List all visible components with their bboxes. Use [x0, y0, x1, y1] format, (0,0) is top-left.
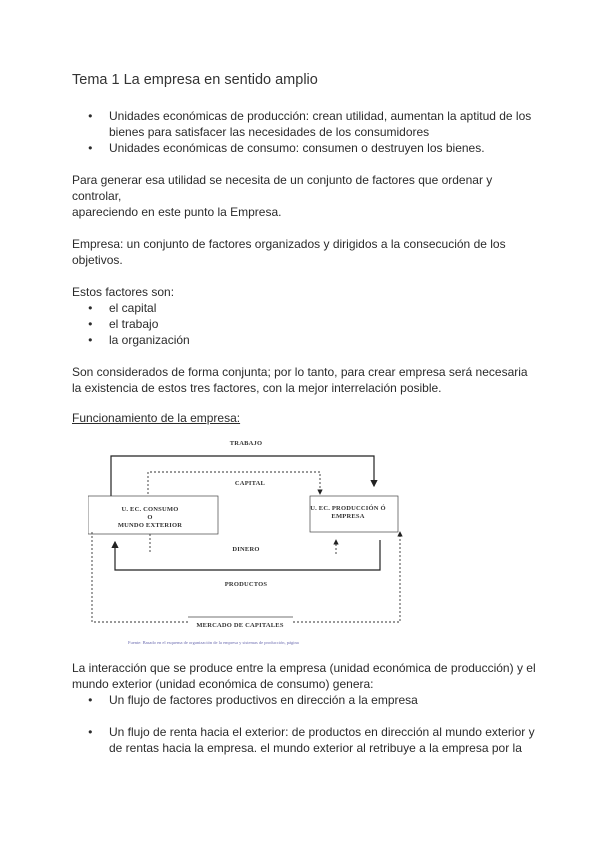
box-empresa-line2: EMPRESA — [331, 513, 365, 520]
list-item — [91, 108, 551, 140]
list-item — [91, 692, 418, 708]
mercado-left-line — [92, 532, 188, 622]
label-trabajo: TRABAJO — [229, 440, 263, 447]
box-empresa-line1: U. EC. PRODUCCIÓN Ó — [310, 505, 386, 512]
list-item — [91, 140, 551, 156]
flow-bullet-text-line2: de rentas hacia la empresa. el mundo exterior al retribuye a la empresa por la — [109, 741, 522, 755]
flow-bullet-text-line1: ● Un flujo de renta hacia el exterior: de productos en dirección al mundo exterior y — [109, 725, 535, 739]
paragraph-utility-line3: apareciendo en este punto la Empresa. — [72, 205, 282, 219]
label-dinero: DINERO — [232, 546, 260, 553]
bullet-text: ● Unidades económicas de consumo: consumen o destruyen los bienes. — [109, 141, 485, 155]
section-heading: Funcionamiento de la empresa: — [72, 411, 241, 425]
factor-text: ● la organización — [109, 333, 190, 347]
box-consumo-line3: MUNDO EXTERIOR — [117, 522, 183, 529]
label-productos: PRODUCTOS — [224, 581, 268, 588]
label-capital: CAPITAL — [234, 480, 266, 487]
bullet-text: ● Unidades económicas de producción: crean utilidad, aumentan la aptitud de los bienes para satisfacer las necesidades de los consumidores — [109, 109, 532, 139]
factor-text: ● el capital — [109, 301, 157, 315]
page-title: Tema 1 La empresa en sentido amplio — [72, 72, 318, 88]
list-item — [91, 724, 551, 756]
mercado-right-line — [293, 532, 400, 622]
list-item — [91, 316, 158, 332]
list-item — [91, 332, 190, 348]
flow-bullet-text: ● Un flujo de factores productivos en dirección a la empresa — [109, 693, 418, 707]
paragraph-joint-line1: Son considerados de forma conjunta; por lo tanto, para crear empresa será necesaria — [72, 365, 528, 379]
label-mercado: MERCADO DE CAPITALES — [196, 622, 284, 629]
paragraph-definition-line2: objetivos. — [72, 253, 123, 267]
paragraph-utility-line1: Para generar esa utilidad se necesita de un conjunto de factores que ordenar y — [72, 173, 493, 187]
flow-diagram — [88, 436, 408, 651]
productos-flow-line — [115, 540, 380, 570]
paragraph-utility-line2: controlar, — [72, 189, 122, 203]
paragraph-interaction-line1: La interacción que se produce entre la empresa (unidad económica de producción) y el — [72, 661, 536, 675]
list-item — [91, 300, 156, 316]
diagram-caption: Fuente: Basado en el esquema de organización de la empresa y sistemas de producción, página — [128, 640, 299, 645]
factors-intro: Estos factores son: — [72, 285, 175, 299]
box-consumo-line2: O — [147, 514, 153, 521]
paragraph-interaction-line2: mundo exterior (unidad económica de consumo) genera: — [72, 677, 374, 691]
box-consumo-line1: U. EC. CONSUMO — [121, 506, 179, 513]
paragraph-definition-line1: Empresa: un conjunto de factores organizados y dirigidos a la consecución de los — [72, 237, 506, 251]
factor-text: ● el trabajo — [109, 317, 159, 331]
trabajo-flow-line — [111, 456, 374, 496]
paragraph-joint-line2: la existencia de estos tres factores, con la mejor interrelación posible. — [72, 381, 442, 395]
